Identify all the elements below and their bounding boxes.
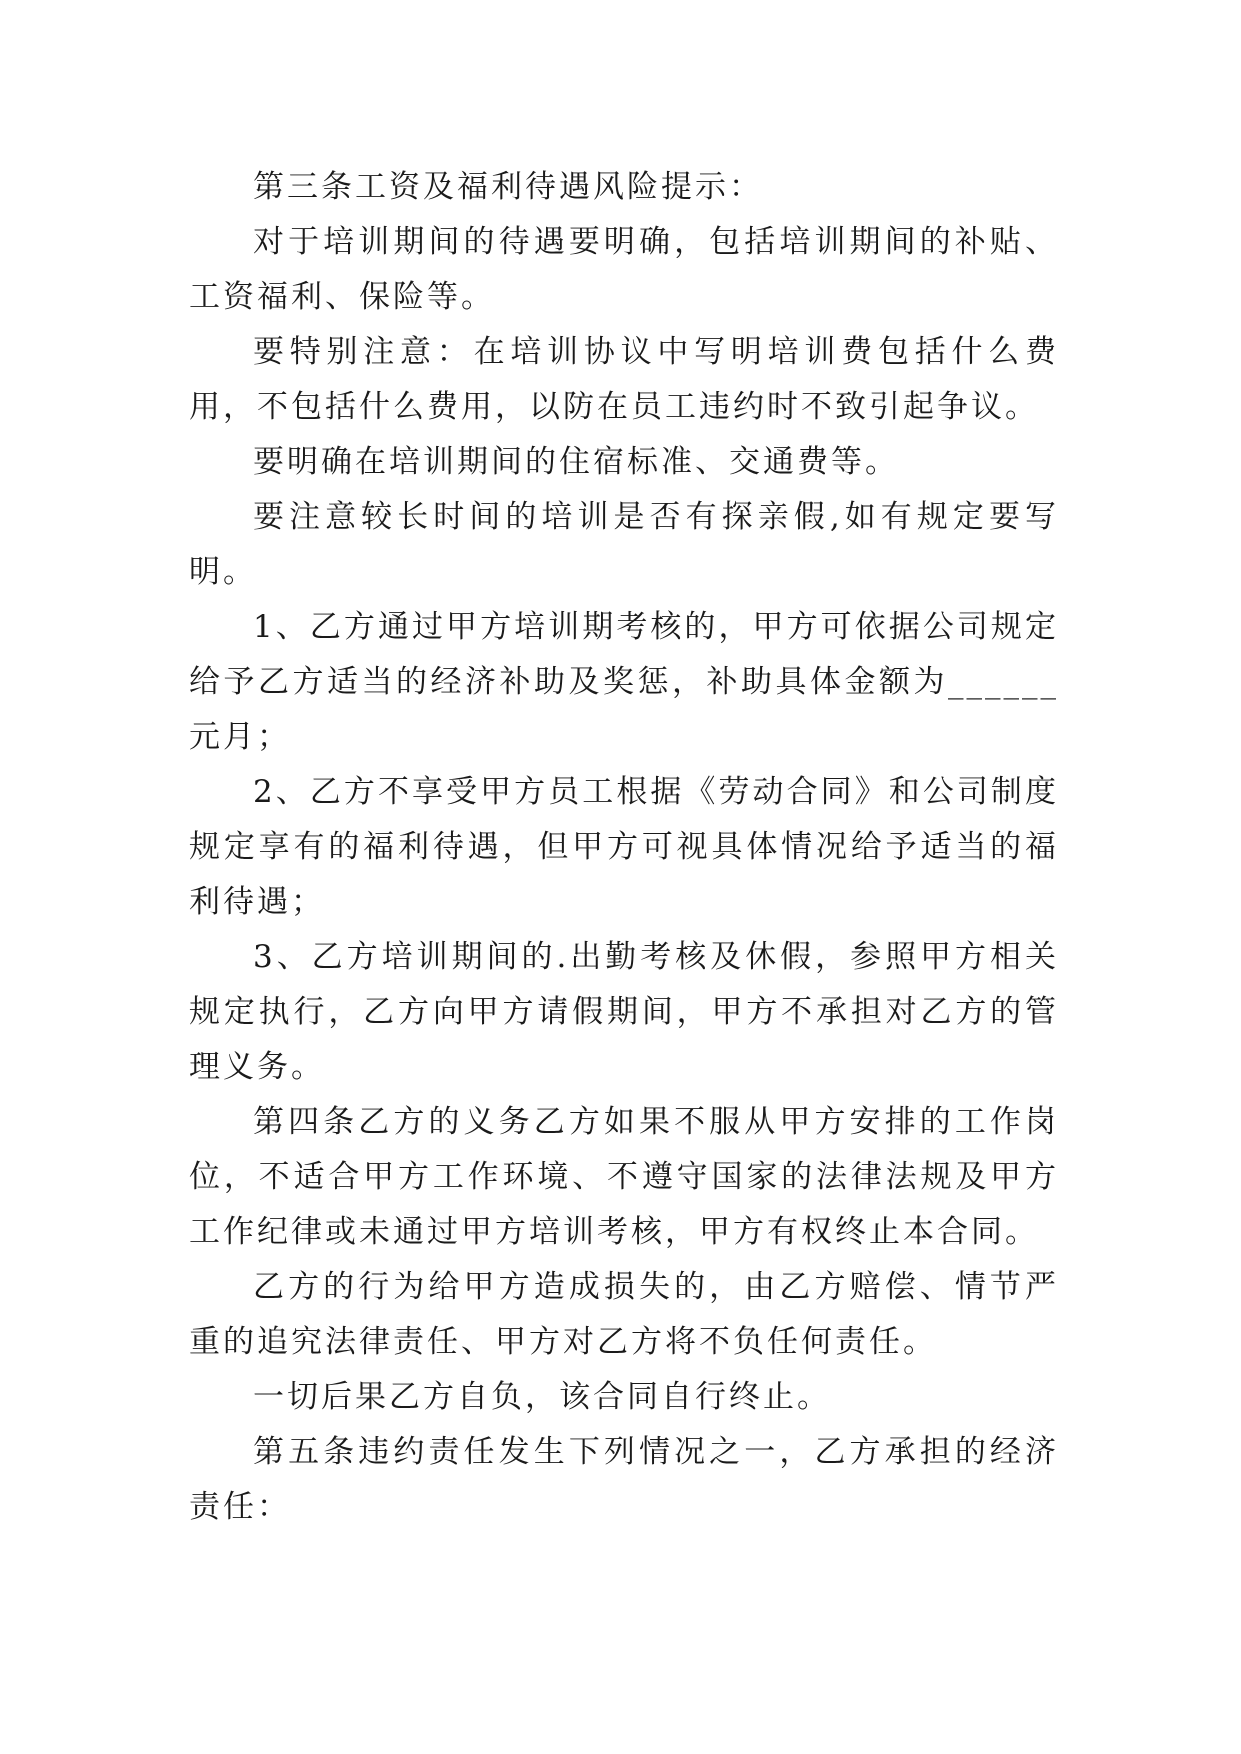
- paragraph-home-leave: 要注意较长时间的培训是否有探亲假,如有规定要写明。: [189, 499, 1059, 590]
- paragraph-accommodation: 要明确在培训期间的住宿标准、交通费等。: [253, 444, 899, 480]
- paragraph-article-3-heading: 第三条工资及福利待遇风险提示：: [253, 169, 763, 205]
- paragraph-training-fee-note: 要特别注意：在培训协议中写明培训费包括什么费用，不包括什么费用，以防在员工违约时不致引起争议。: [189, 334, 1059, 425]
- document-body: [189, 160, 1059, 1535]
- paragraph-liability: 乙方的行为给甲方造成损失的，由乙方赔偿、情节严重的追究法律责任、甲方对乙方将不负任何责任。: [189, 1269, 1059, 1360]
- paragraph-clause-2: 2、乙方不享受甲方员工根据《劳动合同》和公司制度规定享有的福利待遇，但甲方可视具体情况给予适当的福利待遇；: [189, 774, 1059, 920]
- paragraph-clause-1: 1、乙方通过甲方培训期考核的，甲方可依据公司规定给予乙方适当的经济补助及奖惩，补助具体金额为______元月；: [189, 609, 1059, 755]
- paragraph-clause-3: 3、乙方培训期间的.出勤考核及休假，参照甲方相关规定执行，乙方向甲方请假期间，甲方不承担对乙方的管理义务。: [189, 939, 1059, 1085]
- paragraph-article-4: 第四条乙方的义务乙方如果不服从甲方安排的工作岗位，不适合甲方工作环境、不遵守国家的法律法规及甲方工作纪律或未通过甲方培训考核，甲方有权终止本合同。: [189, 1104, 1059, 1250]
- paragraph-termination: 一切后果乙方自负，该合同自行终止。: [253, 1379, 831, 1415]
- paragraph-training-benefits: 对于培训期间的待遇要明确，包括培训期间的补贴、工资福利、保险等。: [189, 224, 1059, 315]
- paragraph-article-5: 第五条违约责任发生下列情况之一，乙方承担的经济责任：: [189, 1434, 1059, 1525]
